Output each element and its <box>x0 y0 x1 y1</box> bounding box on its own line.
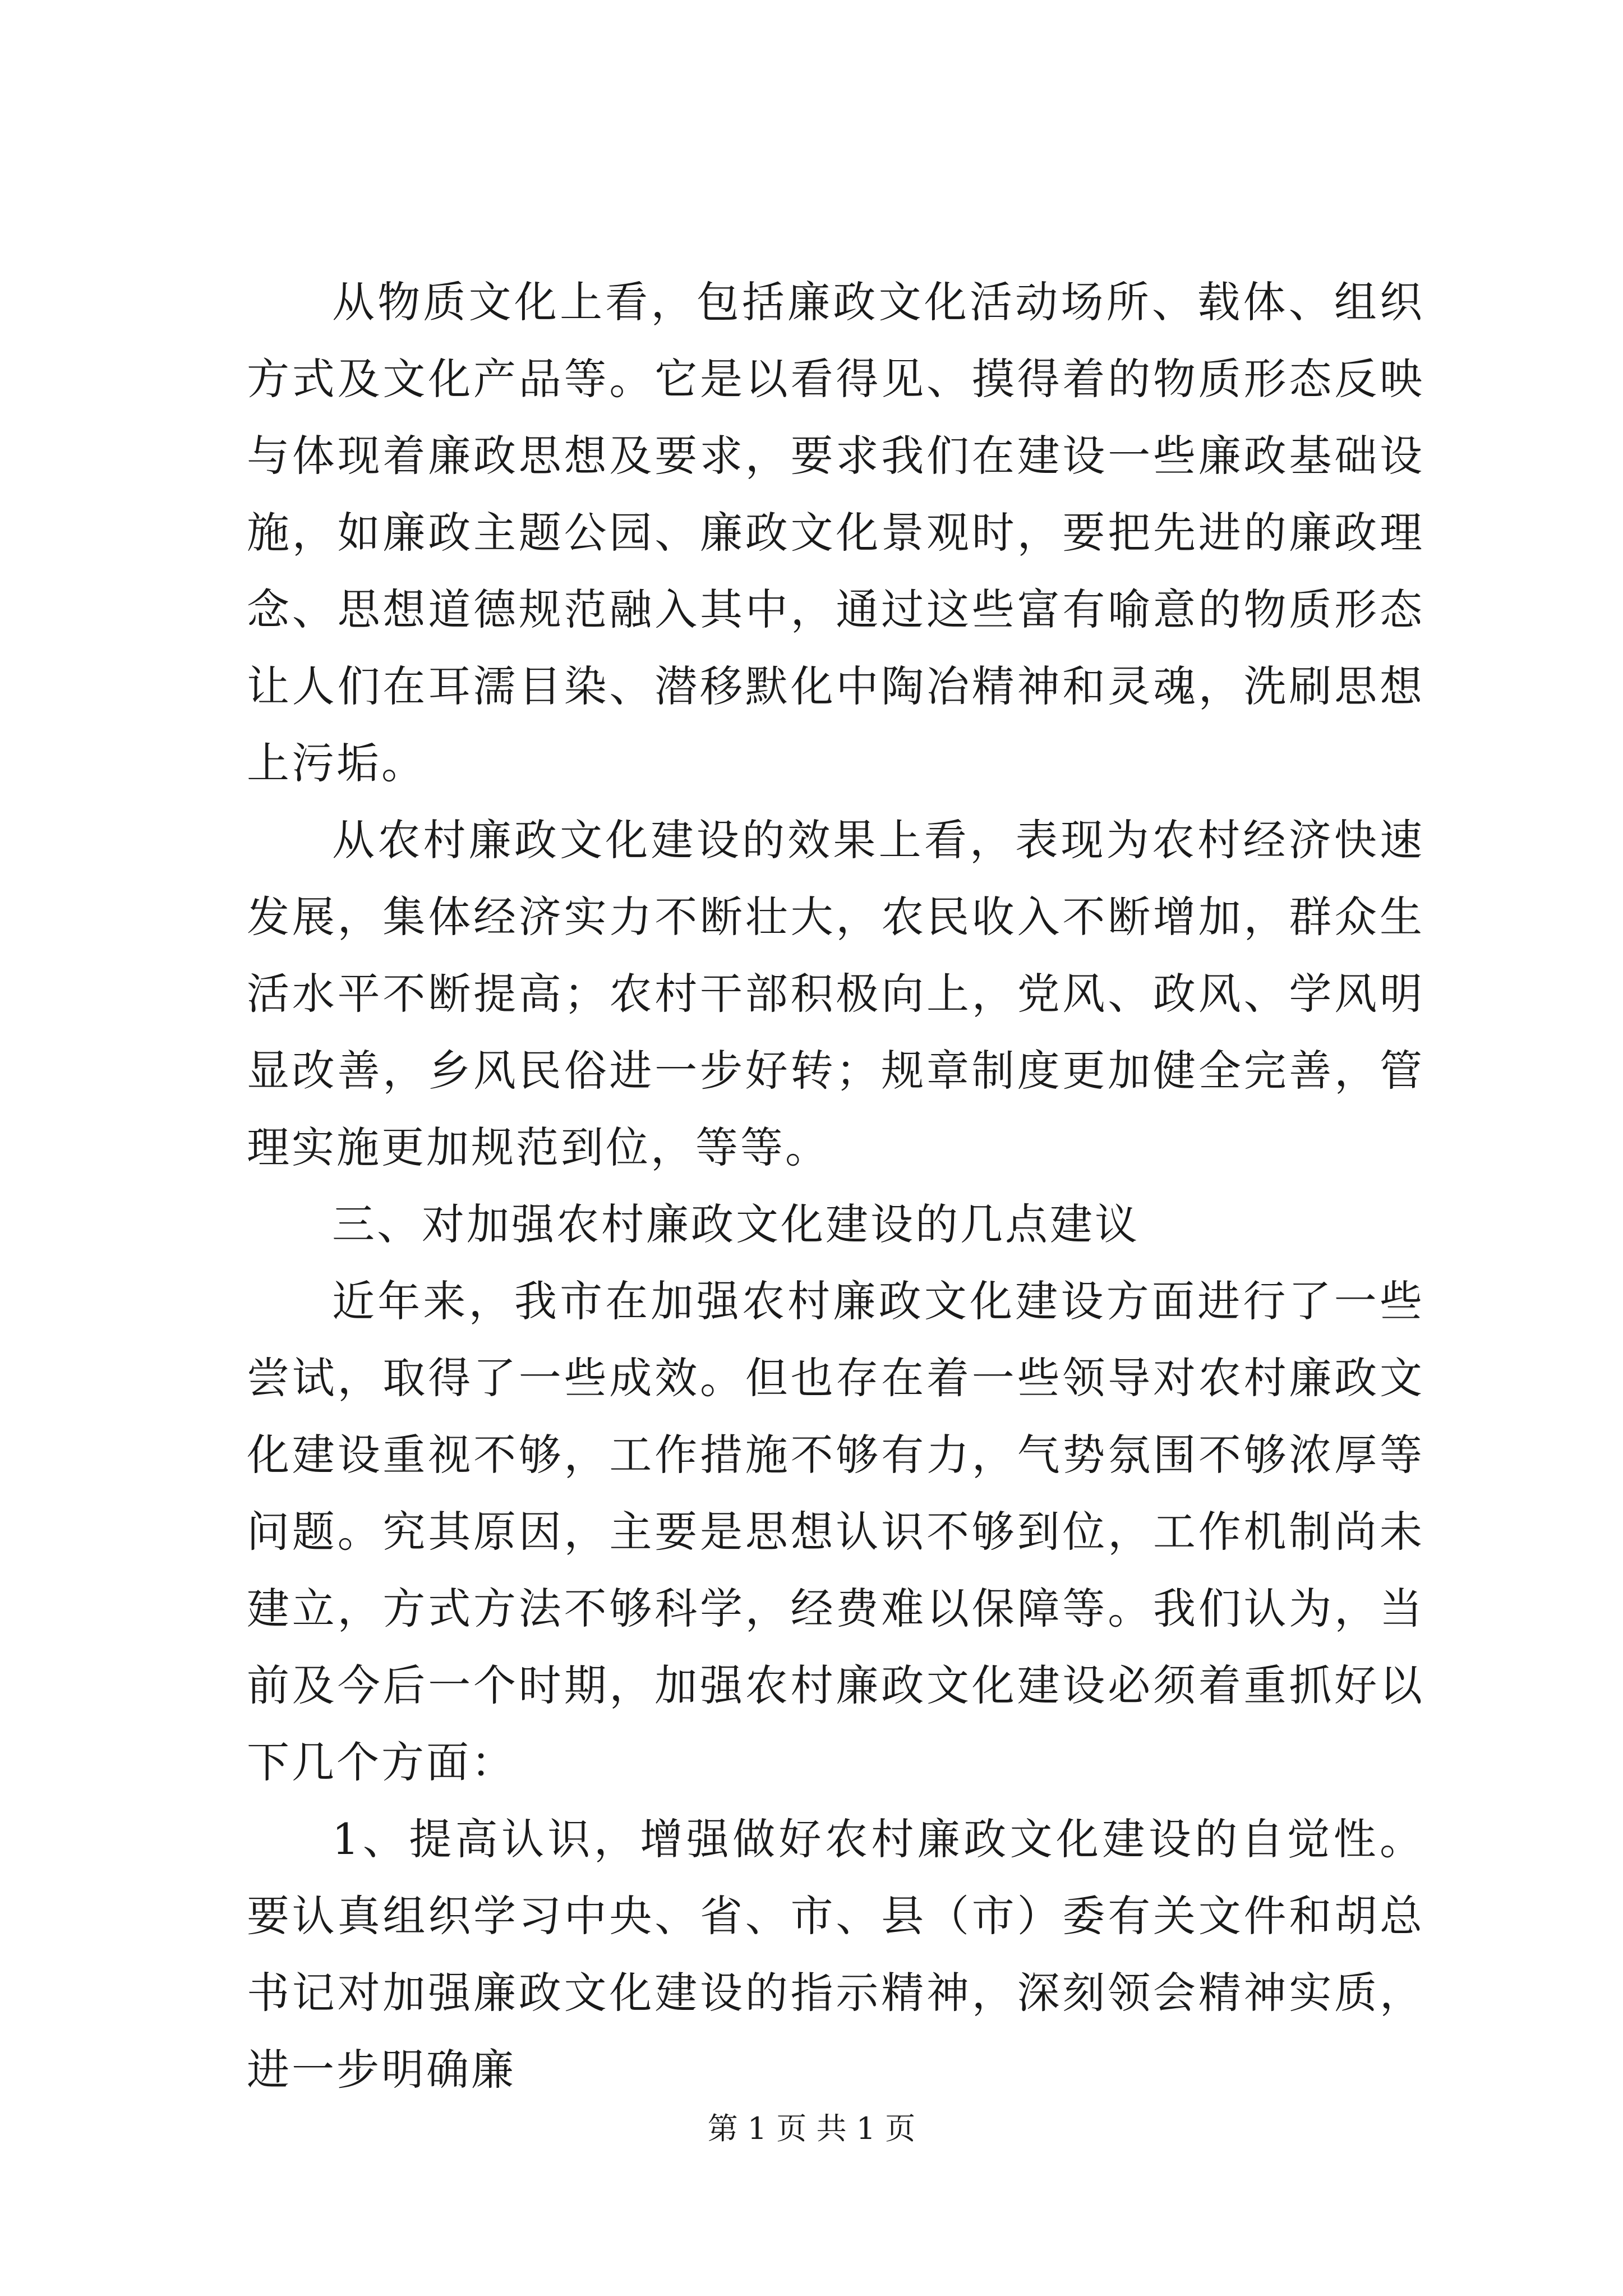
paragraph-point-one: 1、提高认识，增强做好农村廉政文化建设的自觉性。要认真组织学习中央、省、市、县（市）委有关文件和胡总书记对加强廉政文化建设的指示精神，深刻领会精神实质，进一步明确廉 <box>247 1814 1424 2095</box>
paragraph-recent-years: 近年来，我市在加强农村廉政文化建设方面进行了一些尝试，取得了一些成效。但也存在着一些领导对农村廉政文化建设重视不够，工作措施不够有力，气势氛围不够浓厚等问题。究其原因，主要是思想认识不够到位，工作机制尚未建立，方式方法不够科学，经费难以保障等。我们认为，当前及今后一个时期，加强农村廉政文化建设必须着重抓好以下几个方面： <box>247 1276 1424 1787</box>
paragraph-material-culture: 从物质文化上看，包括廉政文化活动场所、载体、组织方式及文化产品等。它是以看得见、摸得着的物质形态反映与体现着廉政思想及要求，要求我们在建设一些廉政基础设施，如廉政主题公园、廉政文化景观时，要把先进的廉政理念、思想道德规范融入其中，通过这些富有喻意的物质形态让人们在耳濡目染、潜移默化中陶冶精神和灵魂，洗刷思想上污垢。 <box>247 277 1424 788</box>
paragraph-effects: 从农村廉政文化建设的效果上看，表现为农村经济快速发展，集体经济实力不断壮大，农民收入不断增加，群众生活水平不断提高；农村干部积极向上，党风、政风、学风明显改善，乡风民俗进一步好转；规章制度更加健全完善，管理实施更加规范到位，等等。 <box>247 815 1424 1172</box>
page-number-footer: 第 1 页 共 1 页 <box>707 2111 916 2146</box>
section-heading-suggestions: 三、对加强农村廉政文化建设的几点建议 <box>332 1199 1140 1249</box>
document-body <box>247 264 1424 2108</box>
